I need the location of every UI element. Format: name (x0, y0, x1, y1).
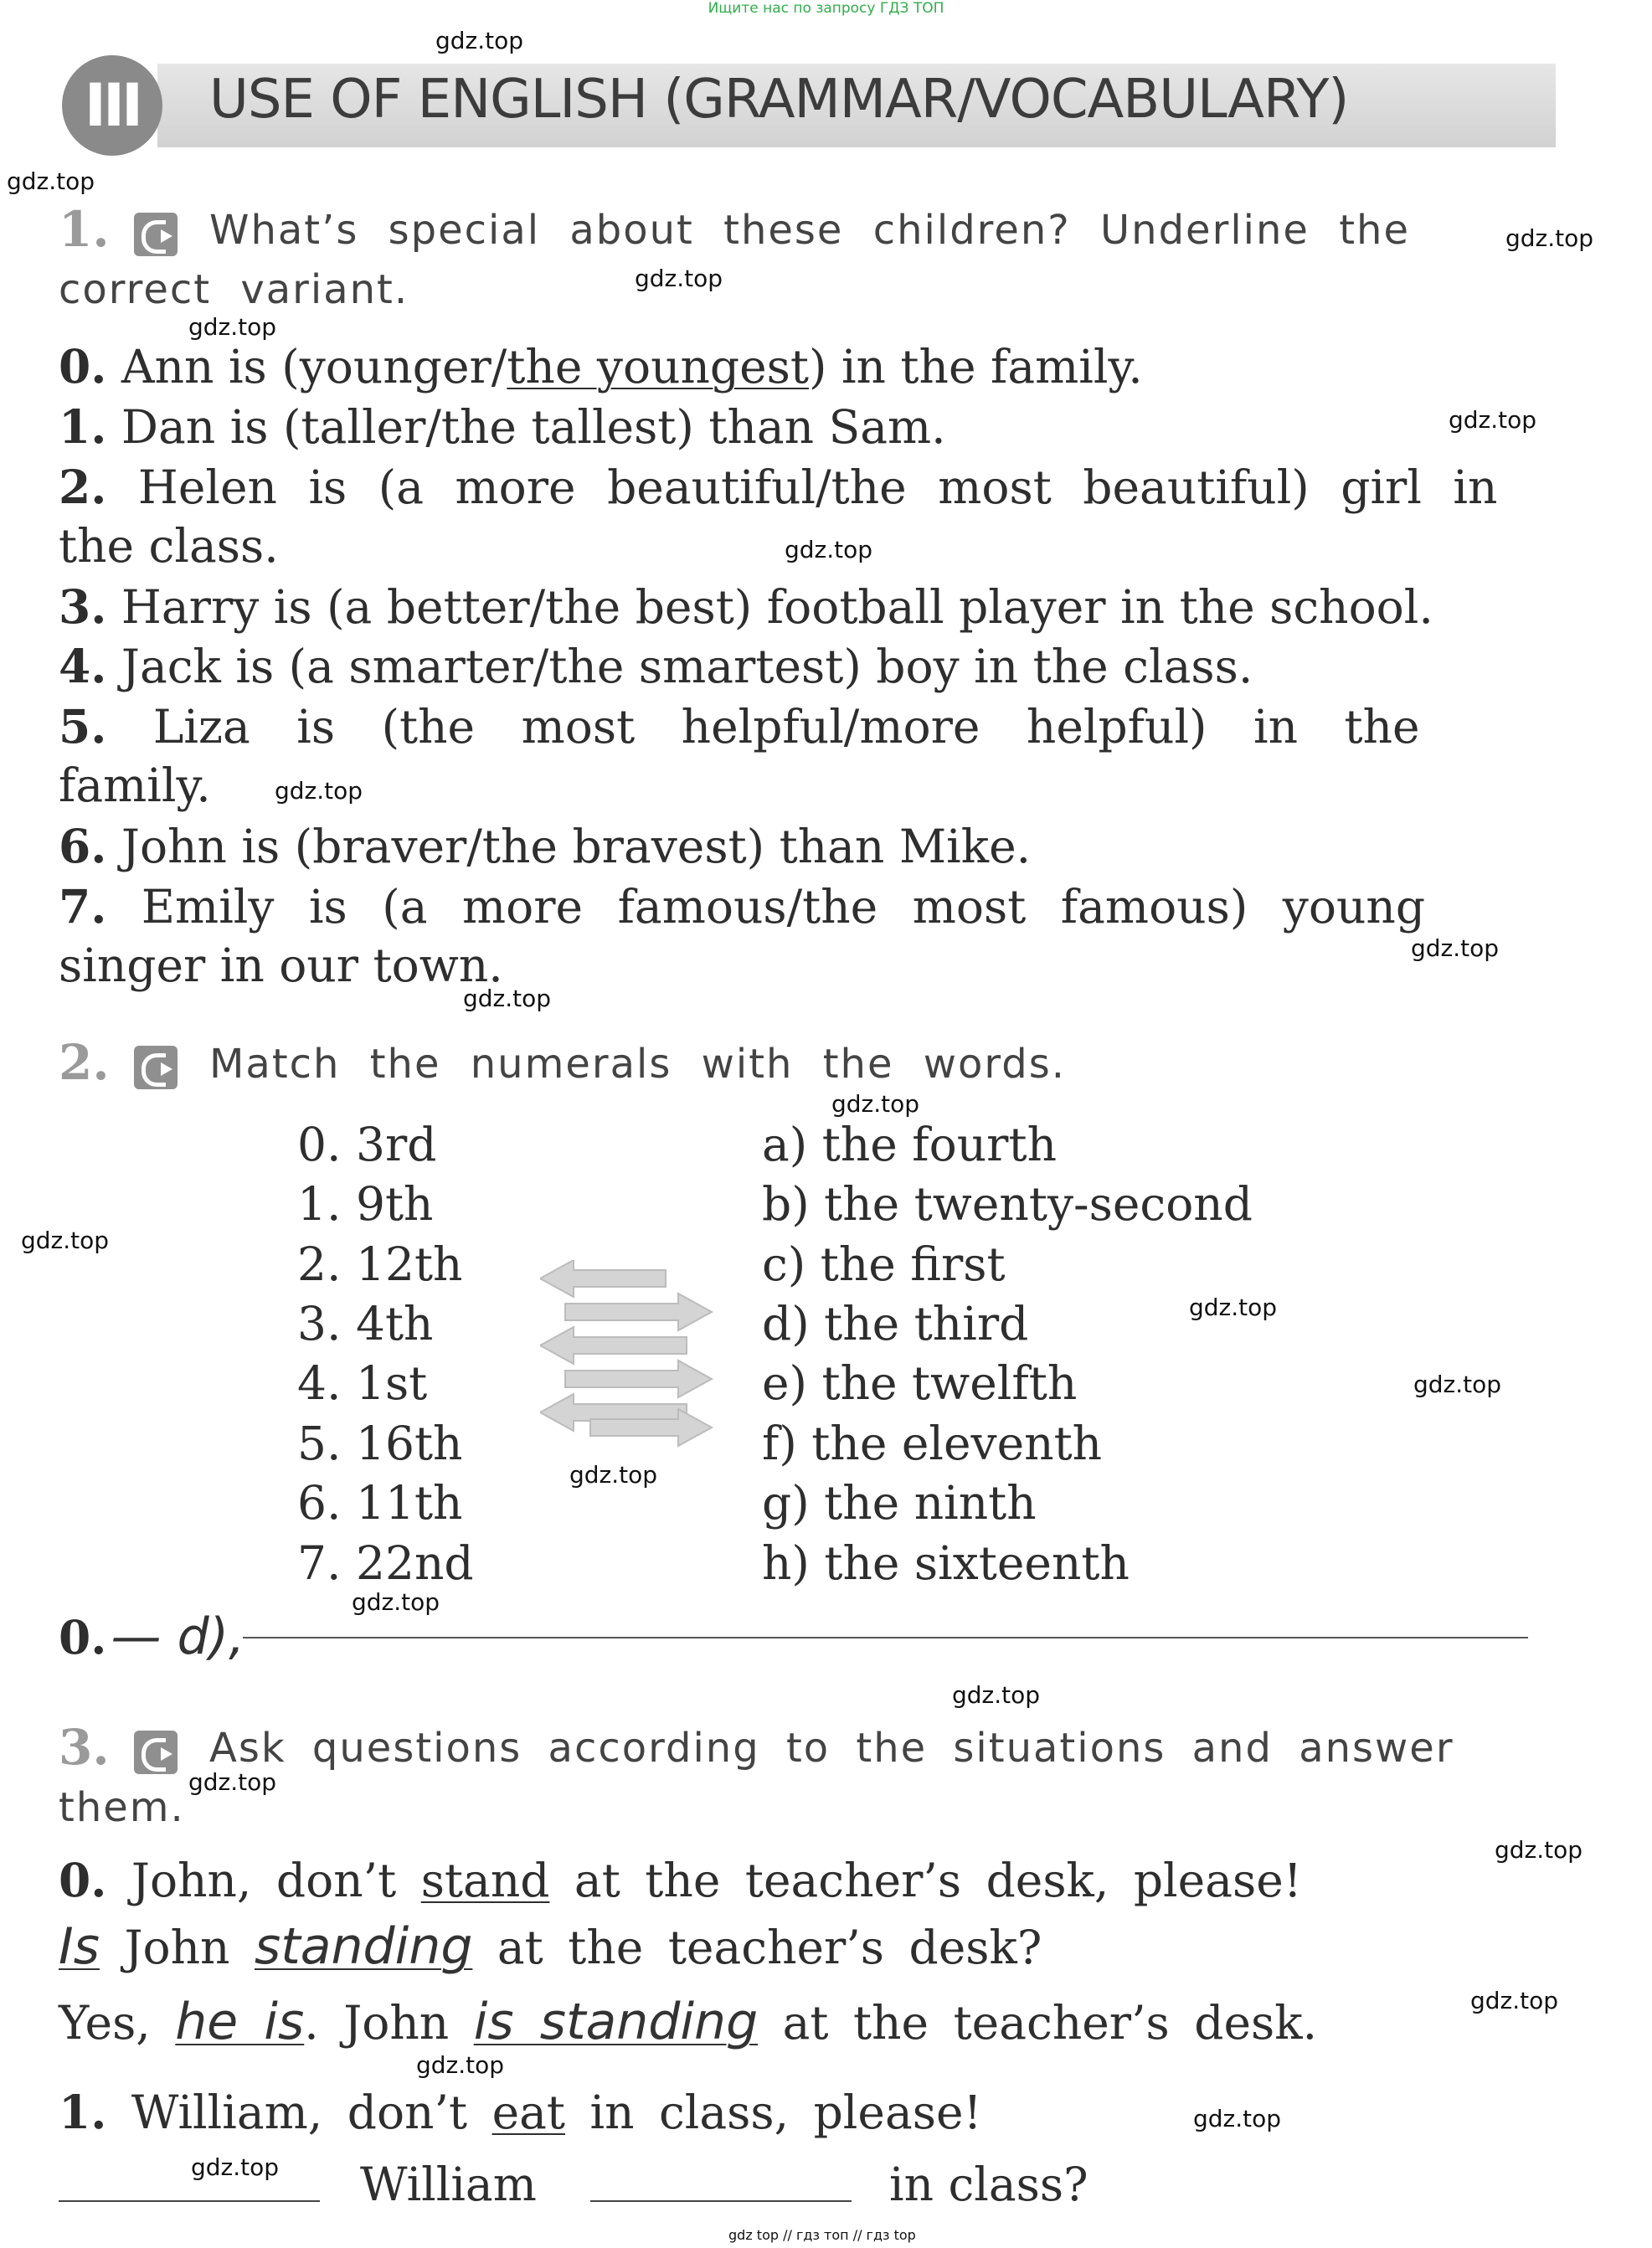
text: Yes, (59, 1996, 176, 2050)
watermark: gdz.top (21, 1227, 110, 1254)
answer-number: 0. (59, 1610, 107, 1664)
ex3-question-1-mid: William (360, 2158, 537, 2211)
answer-blank[interactable] (59, 2200, 320, 2202)
exercise-icon (134, 1731, 178, 1774)
numeral-item: 2. 12th (297, 1237, 463, 1291)
text: William, don’t (131, 2086, 492, 2139)
text: at the teacher’s desk. (758, 1996, 1318, 2050)
section-title: USE OF ENGLISH (GRAMMAR/VOCABULARY) (209, 69, 1349, 131)
word-option: g) the ninth (762, 1476, 1037, 1530)
text: at the teacher’s desk, please! (549, 1854, 1302, 1907)
word-option: b) the twenty-second (762, 1177, 1253, 1231)
ex1-item-5 (59, 699, 1420, 754)
watermark: gdz.top (831, 1090, 920, 1118)
word-option: d) the third (762, 1297, 1029, 1350)
ex3-instruction-line2: them. (59, 1784, 185, 1831)
numeral-item: 4. 1st (297, 1356, 428, 1410)
item-number: 1. (59, 399, 107, 454)
item-text: Jack is (a smarter/the smartest) boy in the class. (121, 640, 1253, 693)
numeral-item: 0. 3rd (297, 1118, 437, 1171)
ex3-question-0 (59, 1917, 1042, 1976)
ex1-item-7 (59, 879, 1425, 934)
item-number: 3. (59, 579, 107, 634)
numeral-item: 3. 4th (297, 1297, 434, 1350)
item-number: 1. (59, 2085, 107, 2139)
watermark: gdz.top (463, 985, 552, 1012)
numeral-item: 6. 11th (297, 1476, 463, 1530)
watermark: gdz.top (7, 167, 95, 195)
ex3-answer-0 (59, 1993, 1317, 2051)
ex1-item-3 (59, 579, 1433, 634)
watermark: gdz.top (275, 777, 363, 805)
watermark: gdz.top (1413, 1371, 1502, 1398)
ex1-item-2-cont: the class. (59, 519, 279, 573)
ex2-number: 2. (59, 1034, 110, 1091)
watermark: gdz.top (952, 1681, 1041, 1709)
ex3-situation-1 (59, 2085, 982, 2139)
ex3-situation-0 (59, 1853, 1302, 1907)
watermark: gdz.top (352, 1588, 440, 1616)
text: at the teacher’s desk? (472, 1921, 1042, 1974)
word-option: a) the fourth (762, 1118, 1057, 1171)
item-text: Dan is (taller/the tallest) than Sam. (121, 400, 946, 454)
watermark: gdz.top (188, 313, 277, 341)
watermark: gdz.top (1193, 2105, 1282, 2132)
ex1-item-4 (59, 639, 1253, 693)
answer-line[interactable] (243, 1637, 1528, 1638)
handwritten-answer: is standing (473, 1993, 759, 2051)
word-option: c) the first (762, 1237, 1006, 1291)
text: . John (304, 1996, 474, 2050)
item-number: 5. (59, 699, 107, 754)
watermark: gdz.top (1189, 1294, 1278, 1321)
ex1-header (59, 201, 189, 265)
handwritten-answer: Is (59, 1917, 100, 1976)
numeral-item: 1. 9th (297, 1177, 434, 1231)
item-text-pre: Ann is (younger/ (121, 340, 507, 394)
item-text: Liza is (the most helpful/more helpful) in the (152, 700, 1420, 754)
watermark: gdz.top (191, 2153, 280, 2181)
watermark: gdz.top (569, 1461, 658, 1489)
ex1-instruction-line2: correct variant. (59, 266, 409, 313)
item-number: 0. (59, 339, 107, 394)
numeral-item: 5. 16th (297, 1417, 463, 1470)
handwritten-answer: standing (254, 1917, 473, 1976)
item-number: 7. (59, 879, 107, 934)
section-numeral-badge: III (62, 55, 162, 156)
ex3-number: 3. (59, 1719, 110, 1776)
text: John (99, 1921, 255, 1974)
watermark: gdz.top (1411, 934, 1500, 962)
ex2-instruction: Match the numerals with the words. (209, 1041, 1067, 1088)
item-text: John is (braver/the bravest) than Mike. (121, 820, 1032, 873)
exercise-icon (134, 213, 178, 256)
ex1-number: 1. (59, 201, 110, 258)
numeral-item: 7. 22nd (297, 1536, 474, 1590)
watermark: gdz.top (188, 1768, 277, 1796)
watermark: gdz.top (1449, 406, 1537, 434)
ex1-instruction-line1: What’s special about these children? Underline the (209, 207, 1410, 254)
handwritten-answer: he is (175, 1993, 305, 2051)
watermark: gdz.top (416, 2051, 505, 2079)
exercise-icon (134, 1046, 178, 1089)
item-number: 4. (59, 639, 107, 693)
word-option: h) the sixteenth (762, 1536, 1130, 1590)
handwritten-answer: — d), (111, 1608, 245, 1666)
item-text: Emily is (a more famous/the most famous) young (141, 880, 1426, 934)
ex1-item-7-cont: singer in our town. (59, 939, 503, 992)
ex3-header (59, 1719, 178, 1782)
watermark: gdz.top (435, 27, 524, 54)
word-option: f) the eleventh (762, 1417, 1103, 1470)
ex1-item-2 (59, 460, 1497, 514)
item-number: 0. (59, 1853, 107, 1907)
watermark: gdz.top (1470, 1987, 1559, 2014)
ex3-question-1-end: in class? (889, 2158, 1088, 2211)
watermark: gdz.top (1505, 224, 1594, 252)
bottom-note: gdz top // гдз топ // гдз top (728, 2227, 916, 2243)
underlined-verb: eat (491, 2086, 566, 2139)
text: John, don’t (131, 1854, 421, 1907)
item-number: 2. (59, 460, 107, 514)
watermark: gdz.top (1495, 1836, 1583, 1864)
ex1-item-0 (59, 339, 1143, 394)
underlined-answer: the youngest (507, 340, 809, 394)
watermark: gdz.top (635, 265, 723, 292)
ex3-instruction-line1: Ask questions according to the situations and answer (209, 1725, 1454, 1772)
item-text: Helen is (a more beautiful/the most beautiful) girl in (137, 460, 1498, 514)
item-text-post: ) in the family. (809, 340, 1143, 394)
top-search-note: Ищите нас по запросу ГДЗ ТОП (708, 0, 944, 17)
underlined-verb: stand (420, 1854, 550, 1907)
watermark: gdz.top (785, 536, 873, 563)
answer-blank[interactable] (590, 2200, 852, 2202)
ex1-item-6 (59, 819, 1031, 873)
word-option: e) the twelfth (762, 1356, 1078, 1410)
item-number: 6. (59, 819, 107, 873)
item-text: Harry is (a better/the best) football player in the school. (121, 580, 1433, 634)
ex2-answer (59, 1608, 244, 1666)
ex2-header (59, 1034, 178, 1098)
text: in class, please! (565, 2086, 982, 2139)
ex1-item-1 (59, 399, 946, 454)
ex1-item-5-cont: family. (59, 759, 211, 812)
matching-arrows-icon (540, 1260, 720, 1448)
